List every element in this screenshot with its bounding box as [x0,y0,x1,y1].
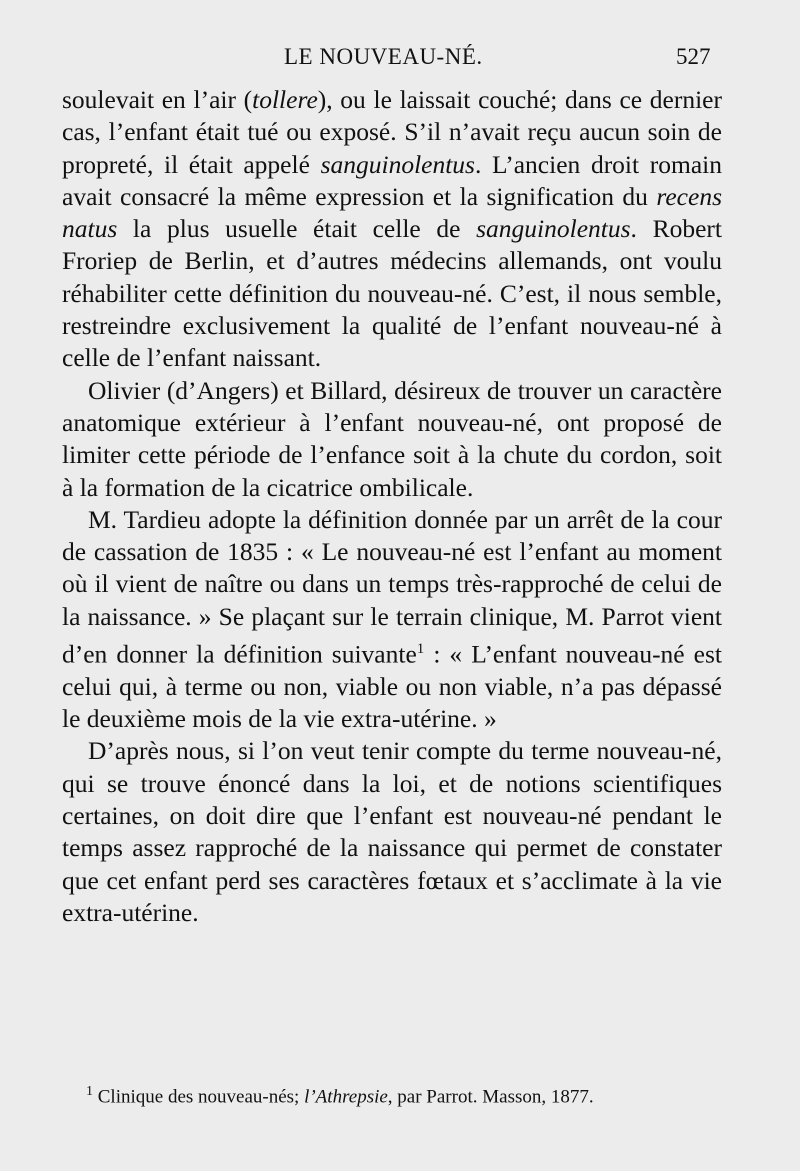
text-run: D’après nous, si l’on veut tenir compte du terme nouveau-né, qui se trouve énoncé dans la loi, et de notions scientifiques certaines, on doit dire que l’enfant est nouveau-né pendant le temps assez rapproché de la naissance qui permet de constater que cet enfant perd ses caractères fœtaux et s’acclimate à la vie extra-utérine. [62,736,722,927]
italic-text: l’Athrepsie [304,1086,388,1108]
text-run: Clinique des nouveau-nés; [93,1086,305,1108]
page-number: 527 [676,44,711,69]
text-run: Olivier (d’Angers) et Billard, désireux de trouver un caractère anatomique extérieur à l’enfant nouveau-né, ont proposé de limiter cette période de l’enfance soit à la chute du cordon, soit à la formation de la cicatrice ombilicale. [62,375,722,502]
body-text [62,84,722,929]
text-run: : « L’enfant nouveau-né est celui qui, à terme ou non, viable ou non viable, n’a pas dépassé le deuxième mois de la vie extra-utérine. » [62,639,722,734]
running-head [0,44,800,74]
footnote [62,1080,722,1108]
paragraph [62,375,722,504]
footnote-mark: 1 [86,1084,93,1099]
running-head-title: LE NOUVEAU-NÉ. [284,44,483,69]
text-run: soulevait en l’air ( [62,85,253,114]
italic-text: sanguinolentus [320,149,475,179]
text-run: ), ou le laissait couché; dans ce dernier cas, l’enfant était tué ou exposé. S’il n’avait reçu aucun soin de propreté, il était appelé [62,85,722,179]
italic-text: recens natus [62,181,722,244]
text-run: M. Tardieu adopte la définition donnée par un arrêt de la cour de cassation de 1835 : « Le nouveau-né est l’enfant au moment où il vient de naître ou dans un temps très-rapproché de celui de la naissance. » Se plaçant sur le terrain clinique, M. Parrot vient d’en donner la définition suivante [62,504,722,669]
italic-text: tollere [252,85,318,114]
paragraph [62,504,722,736]
paragraph [62,735,722,929]
text-run: . L’ancien droit romain avait consacré la même expression et la signification du [62,149,722,211]
text-run: la plus usuelle était celle de [117,214,477,244]
italic-text: sanguinolentus [476,214,631,244]
text-run: , par Parrot. Masson, 1877. [387,1086,594,1108]
text-run: . Robert Froriep de Berlin, et d’autres médecins allemands, ont voulu réhabiliter cette définition du nouveau-né. C’est, il nous semble, restreindre exclusivement la qualité de l’enfant nouveau-né à celle de l’enfant naissant. [62,214,722,373]
paragraph [62,84,722,375]
footnote-reference: 1 [416,641,425,658]
